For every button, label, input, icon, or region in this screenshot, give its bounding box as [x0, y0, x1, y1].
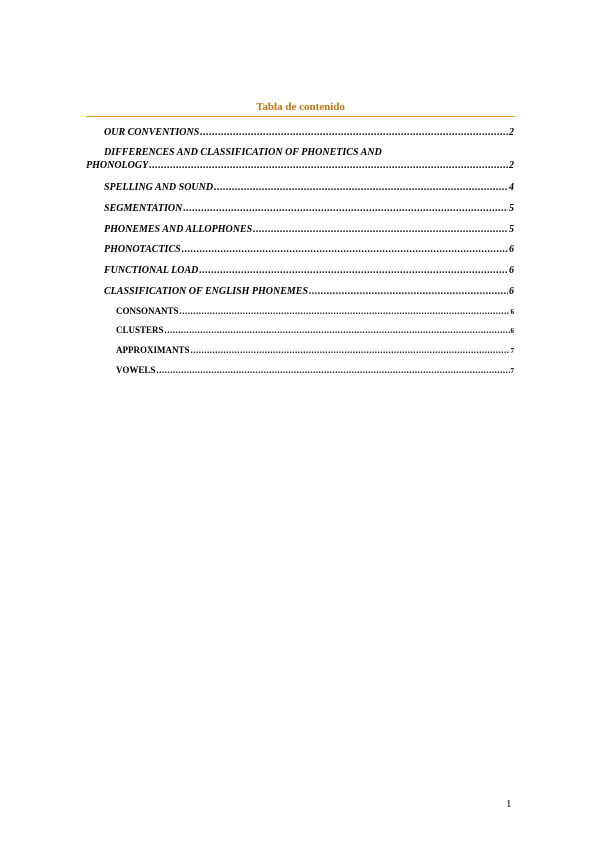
- toc-entry-approximants[interactable]: [116, 344, 514, 358]
- toc-entry-label: PHONOTACTICS: [104, 244, 181, 255]
- toc-entry-label: VOWELS: [116, 365, 156, 375]
- toc-leader-dots: [182, 243, 508, 256]
- toc-entry-differences-phonetics-phonology[interactable]: [86, 146, 514, 172]
- toc-entry-page: 6: [509, 286, 514, 297]
- toc-entry-phonotactics[interactable]: [104, 243, 514, 256]
- toc-entry-label-line1: DIFFERENCES AND CLASSIFICATION OF PHONETICS AND: [104, 147, 382, 158]
- toc-entry-vowels[interactable]: [116, 364, 514, 378]
- toc-entry-label: CONSONANTS: [116, 306, 179, 316]
- toc-entry-page: 6: [509, 265, 514, 276]
- toc-title-rule: [86, 116, 515, 117]
- page-number: 1: [506, 798, 512, 810]
- toc-entry-page: 6: [509, 244, 514, 255]
- toc-title: Tabla de contenido: [256, 101, 345, 113]
- toc-entry-label: SEGMENTATION: [104, 203, 183, 214]
- toc-entry-page: 5: [509, 203, 514, 214]
- toc-leader-dots: [180, 305, 510, 318]
- toc-leader-dots: [149, 159, 508, 172]
- toc-entry-label: FUNCTIONAL LOAD: [104, 265, 199, 276]
- toc-entry-label: CLUSTERS: [116, 325, 164, 335]
- toc-leader-dots: [199, 264, 508, 277]
- toc-leader-dots: [165, 324, 510, 337]
- toc-entry-consonants[interactable]: [116, 305, 514, 319]
- toc-entry-label: APPROXIMANTS: [116, 345, 190, 355]
- toc-entry-page: 2: [509, 127, 514, 138]
- toc-entry-spelling-and-sound[interactable]: [104, 181, 514, 194]
- toc-leader-dots: [214, 181, 508, 194]
- toc-entry-page: 7: [510, 347, 514, 355]
- toc-entry-page: 6: [510, 327, 514, 335]
- toc-leader-dots: [156, 364, 509, 377]
- toc-entry-label: CLASSIFICATION OF ENGLISH PHONEMES: [104, 286, 309, 297]
- toc-entry-page: 6: [510, 308, 514, 316]
- toc-entry-page: 7: [510, 367, 514, 375]
- toc-entry-page: 2: [509, 160, 514, 171]
- toc-entry-label: OUR CONVENTIONS: [104, 127, 200, 138]
- toc-entry-label: PHONEMES AND ALLOPHONES: [104, 224, 253, 235]
- toc-entry-clusters[interactable]: [116, 324, 514, 338]
- toc-entry-page: 5: [509, 224, 514, 235]
- toc-leader-dots: [183, 202, 508, 215]
- toc-entry-classification-english-phonemes[interactable]: [104, 285, 514, 298]
- toc-entry-label-line2: PHONOLOGY: [86, 160, 149, 171]
- toc-entry-functional-load[interactable]: [104, 264, 514, 277]
- toc-entry-label: SPELLING AND SOUND: [104, 182, 214, 193]
- toc-entry-segmentation[interactable]: [104, 202, 514, 215]
- toc-leader-dots: [309, 285, 508, 298]
- toc-entry-phonemes-and-allophones[interactable]: [104, 223, 514, 236]
- toc-entry-page: 4: [509, 182, 514, 193]
- toc-leader-dots: [200, 126, 508, 139]
- toc-leader-dots: [191, 344, 510, 357]
- toc-leader-dots: [253, 223, 508, 236]
- toc-entry-our-conventions[interactable]: [104, 126, 514, 139]
